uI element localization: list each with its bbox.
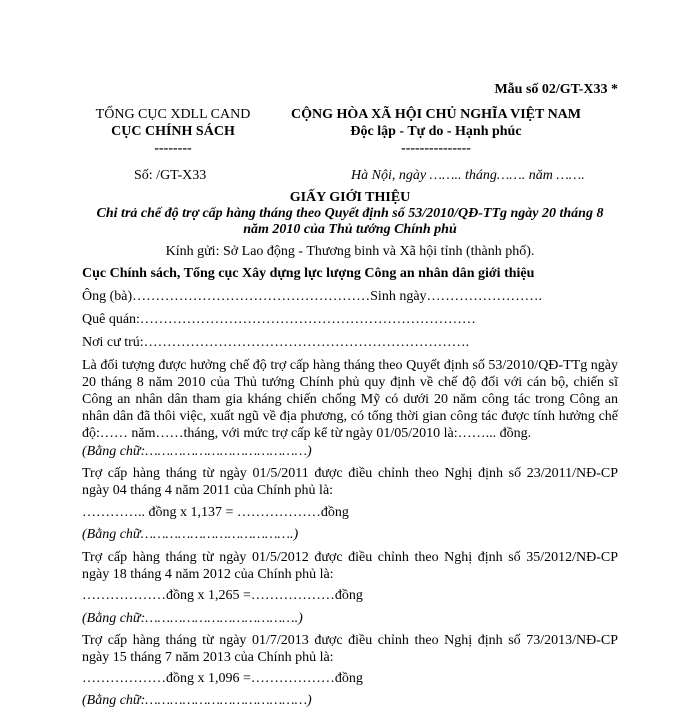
calc-2013: ………………đồng x 1,096 =………………đồng	[82, 671, 363, 686]
adjustment-2013: Trợ cấp hàng tháng từ ngày 01/7/2013 được điều chỉnh theo Nghị định số 73/2013/NĐ-CP ngày 15 tháng 7 năm 2013 của Chính phủ là:	[82, 633, 618, 665]
calc-2012: ………………đồng x 1,265 =………………đồng	[82, 588, 363, 603]
introduction-line: Cục Chính sách, Tổng cục Xây dựng lực lượng Công an nhân dân giới thiệu	[82, 266, 535, 281]
nation-rule: ---------------	[401, 141, 471, 156]
in-words-line-1: (Bằng chữ:…………………………………)	[82, 444, 312, 459]
nation-line2: Độc lập - Tự do - Hạnh phúc	[350, 124, 522, 139]
recipient-line: Kính gửi: Sở Lao động - Thương binh và Xã hội tỉnh (thành phố).	[165, 244, 535, 259]
agency-line2: CỤC CHÍNH SÁCH	[111, 124, 235, 139]
nation-line1: CỘNG HÒA XÃ HỘI CHỦ NGHĨA VIỆT NAM	[290, 107, 581, 122]
in-words-line-2: (Bằng chữ……………………………….)	[82, 527, 299, 542]
agency-header	[78, 106, 268, 157]
in-words-line-4: (Bằng chữ:…………………………………)	[82, 693, 312, 708]
document-number: Số: /GT-X33	[134, 168, 207, 183]
main-paragraph: Là đối tượng được hưởng chế độ trợ cấp hàng tháng theo Quyết định số 53/2010/QĐ-TTg ngày 20 tháng 8 năm 2010 của Thủ tướng Chính phủ quy định về chế độ đối với cán bộ, chiến sĩ Công an nhân dân tham gia kháng chiến chống Mỹ có dưới 20 năm công tác trong Công an nhân dân đã thôi việc, xuất ngũ về địa phương, có tổng thời gian công tác được tính hưởng chế độ:…… năm……tháng, với mức trợ cấp kể từ ngày 01/05/2010 là:……... đồng.	[82, 358, 618, 441]
document-title: GIẤY GIỚI THIỆU	[289, 190, 411, 205]
form-number: Mẫu số 02/GT-X33 *	[494, 82, 618, 97]
hometown-field: Quê quán:………………………………………………………………	[82, 312, 476, 327]
residence-field: Nơi cư trú:…………………………………………………………….	[82, 335, 470, 350]
document-subtitle: Chi trả chế độ trợ cấp hàng tháng theo Quyết định số 53/2010/QĐ-TTg ngày 20 tháng 8 năm 2010 của Thủ tướng Chính phủ	[96, 206, 604, 237]
agency-rule: --------	[154, 141, 192, 156]
adjustment-2012: Trợ cấp hàng tháng từ ngày 01/5/2012 được điều chỉnh theo Nghị định số 35/2012/NĐ-CP ngày 18 tháng 4 năm 2012 của Chính phủ là:	[82, 550, 618, 582]
calc-2011: ………….. đồng x 1,137 = ………………đồng	[82, 505, 349, 520]
nation-header	[266, 106, 606, 157]
in-words-line-3: (Bằng chữ:……………………………….)	[82, 611, 303, 626]
place-date: Hà Nội, ngày …….. tháng……. năm …….	[351, 168, 585, 183]
agency-line1: TỔNG CỤC XDLL CAND	[95, 107, 251, 122]
name-field: Ông (bà)……………………………………………Sinh ngày…………………….	[82, 289, 543, 304]
adjustment-2011: Trợ cấp hàng tháng từ ngày 01/5/2011 được điều chỉnh theo Nghị định số 23/2011/NĐ-CP ngày 04 tháng 4 năm 2011 của Chính phủ là:	[82, 466, 618, 498]
